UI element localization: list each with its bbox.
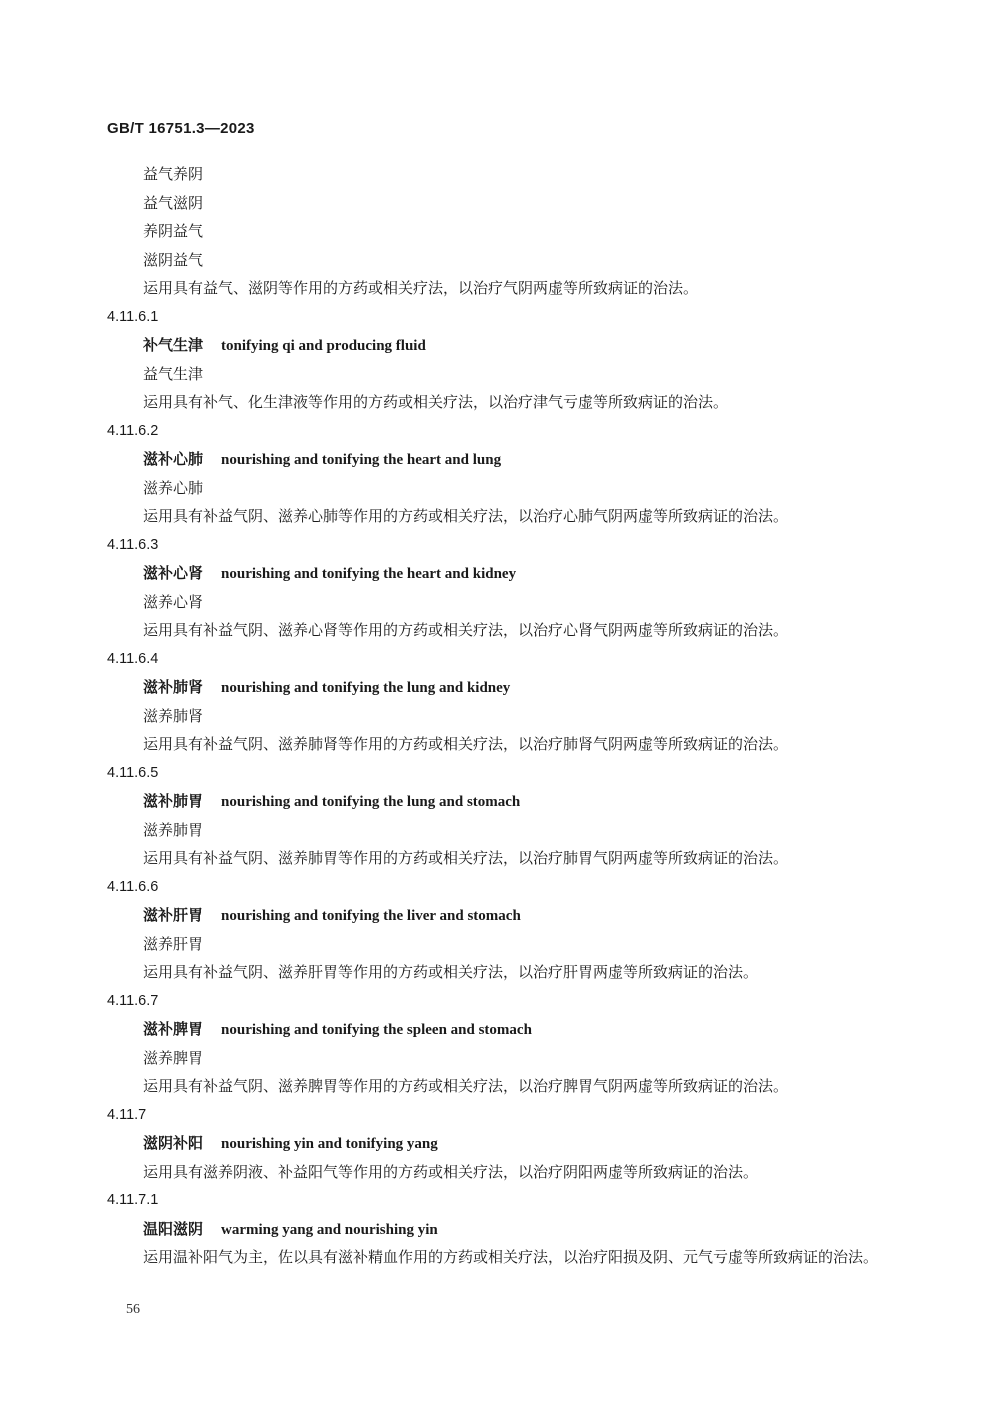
definition-line: 运用具有补益气阴、滋养心肾等作用的方药或相关疗法，以治疗心肾气阴两虚等所致病证的治法。 [143,621,789,639]
term-chinese: 滋补脾胃 [143,1020,204,1038]
synonym-line: 滋养心肾 [143,592,204,611]
term-chinese: 滋补肝胃 [143,906,204,924]
definition-line: 运用具有补益气阴、滋养肝胃等作用的方药或相关疗法，以治疗肝胃两虚等所致病证的治法。 [143,963,759,981]
term-line [0,1215,999,1244]
term-english: warming yang and nourishing yin [221,1221,438,1238]
synonym-line: 滋养肺肾 [143,706,204,725]
definition-paragraph: 运用温补阳气为主，佐以具有滋补精血作用的方药或相关疗法，以治疗阳损及阴、元气亏虚等所致病证的治法。 [143,1248,879,1266]
definition-line: 运用具有补气、化生津液等作用的方药或相关疗法，以治疗津气亏虚等所致病证的治法。 [143,393,729,411]
term-line [0,559,999,588]
definition-line: 运用具有补益气阴、滋养心肺等作用的方药或相关疗法，以治疗心肺气阴两虚等所致病证的治法。 [143,507,789,525]
term-line [0,445,999,474]
term-english: nourishing and tonifying the lung and stomach [221,794,521,810]
term-chinese: 滋补肺胃 [143,792,204,810]
clause-number: 4.11.7 [107,1106,147,1123]
term-line [0,1015,999,1044]
term-line [0,331,999,360]
term-line [0,901,999,930]
synonym-line: 滋养肺胃 [143,820,204,839]
synonym-line: 滋养脾胃 [143,1048,204,1067]
term-chinese: 温阳滋阴 [143,1219,204,1238]
synonym-line: 益气生津 [143,364,204,383]
term-chinese: 滋补肺肾 [143,678,204,696]
synonym-line: 滋阴益气 [143,250,204,269]
term-line [0,1129,999,1158]
term-english: nourishing and tonifying the heart and kidney [221,566,517,582]
term-chinese: 滋阴补阳 [143,1134,204,1152]
definition-line: 运用具有补益气阴、滋养脾胃等作用的方药或相关疗法，以治疗脾胃气阴两虚等所致病证的治法。 [143,1077,789,1095]
clause-number: 4.11.7.1 [107,1192,159,1208]
term-english: nourishing and tonifying the liver and stomach [221,908,521,924]
term-english: nourishing and tonifying the heart and lung [221,452,502,468]
clause-number: 4.11.6.3 [107,536,159,553]
document-code: GB/T 16751.3—2023 [107,120,255,137]
definition-line: 运用具有补益气阴、滋养肺肾等作用的方药或相关疗法，以治疗肺肾气阴两虚等所致病证的治法。 [143,735,789,753]
definition-line: 运用具有益气、滋阴等作用的方药或相关疗法，以治疗气阴两虚等所致病证的治法。 [143,279,699,297]
term-line [0,673,999,702]
clause-number: 4.11.6.7 [107,992,159,1009]
page-content [0,160,999,1272]
term-chinese: 补气生津 [143,336,204,354]
synonym-line: 益气滋阴 [143,193,204,212]
page-number: 56 [126,1302,140,1317]
definition-line: 运用具有滋养阴液、补益阳气等作用的方药或相关疗法，以治疗阴阳两虚等所致病证的治法。 [143,1162,759,1181]
synonym-line: 滋养肝胃 [143,934,204,953]
clause-number: 4.11.6.2 [107,422,159,439]
synonym-line: 益气养阴 [143,165,204,183]
term-line [0,787,999,816]
synonym-line: 滋养心肺 [143,478,204,497]
clause-number: 4.11.6.1 [107,308,159,325]
term-chinese: 滋补心肺 [143,450,204,468]
term-english: nourishing and tonifying the spleen and stomach [221,1022,532,1038]
term-english: nourishing and tonifying the lung and kidney [221,680,511,696]
definition-line: 运用具有补益气阴、滋养肺胃等作用的方药或相关疗法，以治疗肺胃气阴两虚等所致病证的治法。 [143,849,789,867]
clause-number: 4.11.6.6 [107,878,159,895]
synonym-line: 养阴益气 [143,222,204,240]
clause-number: 4.11.6.5 [107,764,159,781]
clause-number: 4.11.6.4 [107,650,159,667]
term-chinese: 滋补心肾 [143,564,204,582]
term-english: nourishing yin and tonifying yang [221,1136,438,1152]
term-english: tonifying qi and producing fluid [221,338,426,354]
